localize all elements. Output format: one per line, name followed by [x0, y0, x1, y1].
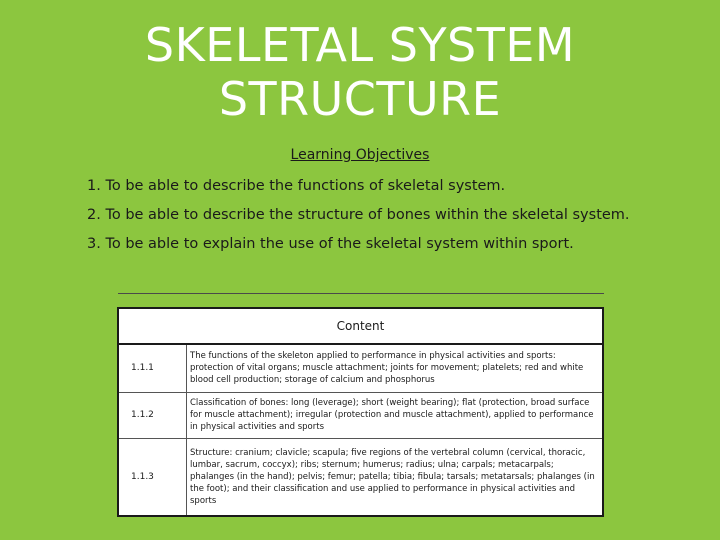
learning-objectives-heading: Learning Objectives [290, 147, 430, 163]
content-table-header: Content [118, 308, 603, 344]
row-code: 1.1.2 [118, 392, 187, 438]
objective-item-1: 1. To be able to describe the functions of skeletal system. [87, 178, 506, 194]
divider-line [118, 293, 604, 294]
content-table [117, 307, 604, 517]
row-description: Classification of bones: long (leverage); short (weight bearing); flat (protection, broad surface for muscle attachment); irregular (protection and muscle attachment), applied to performance in physical activities and sports [187, 392, 604, 438]
table-row [118, 344, 603, 392]
slide-title [0, 18, 720, 126]
objective-item-3: 3. To be able to explain the use of the skeletal system within sport. [87, 236, 574, 252]
row-description: The functions of the skeleton applied to performance in physical activities and sports: protection of vital organs; muscle attachment; joints for movement; platelets; red and white blood cell production; storage of calcium and phosphorus [187, 344, 604, 392]
slide-title-line-1: SKELETAL SYSTEM [144, 18, 576, 72]
slide-title-line-2: STRUCTURE [218, 72, 502, 126]
row-code: 1.1.1 [118, 344, 187, 392]
row-code: 1.1.3 [118, 438, 187, 516]
objective-item-2: 2. To be able to describe the structure of bones within the skeletal system. [87, 207, 630, 223]
table-row [118, 438, 603, 516]
row-description: Structure: cranium; clavicle; scapula; five regions of the vertebral column (cervical, thoracic, lumbar, sacrum, coccyx); ribs; sternum; humerus; radius; ulna; carpals; metacarpals; phalanges (in the hand); pelvis; femur; patella; tibia; fibula; tarsals; metatarsals; phalanges (in the foot); and their classification and use applied to performance in physical activities and sports [187, 438, 604, 516]
table-row [118, 392, 603, 438]
content-table-header-row [118, 308, 603, 344]
